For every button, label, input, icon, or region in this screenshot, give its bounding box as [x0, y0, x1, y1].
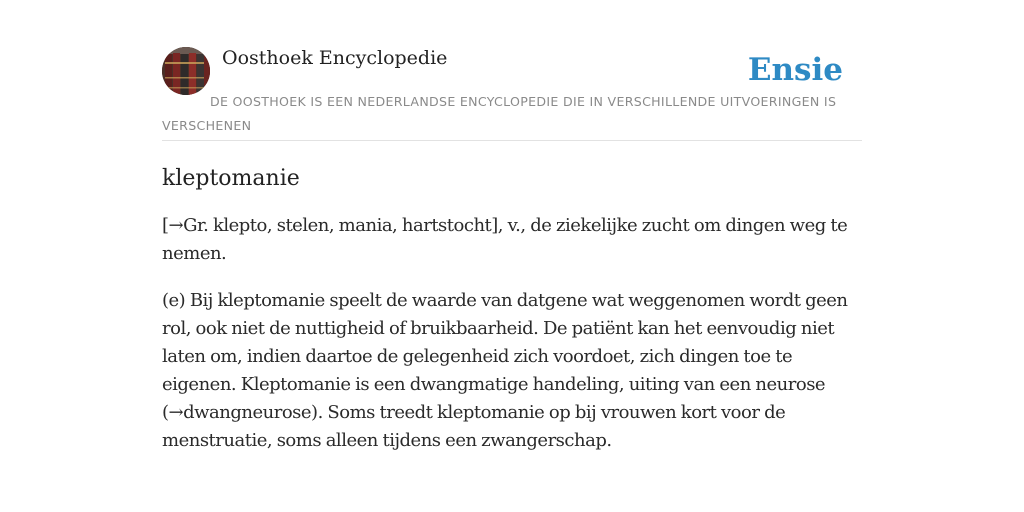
source-description: DE OOSTHOEK IS EEN NEDERLANDSE ENCYCLOPEDIE DIE IN VERSCHILLENDE UITVOERINGEN IS VERSCHENEN: [162, 94, 837, 133]
article: [162, 164, 862, 474]
source-title[interactable]: Oosthoek Encyclopedie: [222, 47, 448, 69]
body-paragraph: (e) Bij kleptomanie speelt de waarde van datgene wat weggenomen wordt geen rol, ook niet de nuttigheid of bruikbaarheid. De patiënt kan het eenvoudig niet laten om, indien daartoe de gelegenheid zich voordoet, zich dingen toe te eigenen. Kleptomanie is een dwangmatige handeling, uiting van een neurose (→dwangneurose). Soms treedt kleptomanie op bij vrouwen kort voor de menstruatie, soms alleen tijdens een zwangerschap.: [162, 290, 848, 451]
page-title: kleptomanie: [162, 166, 300, 191]
definition-paragraph: [→Gr. klepto, stelen, mania, hartstocht], v., de ziekelijke zucht om dingen weg te nemen.: [162, 215, 848, 264]
ensie-logo-link[interactable]: Ensie: [747, 52, 843, 88]
source-header: [162, 46, 862, 141]
encyclopedia-books-icon[interactable]: [162, 47, 210, 95]
